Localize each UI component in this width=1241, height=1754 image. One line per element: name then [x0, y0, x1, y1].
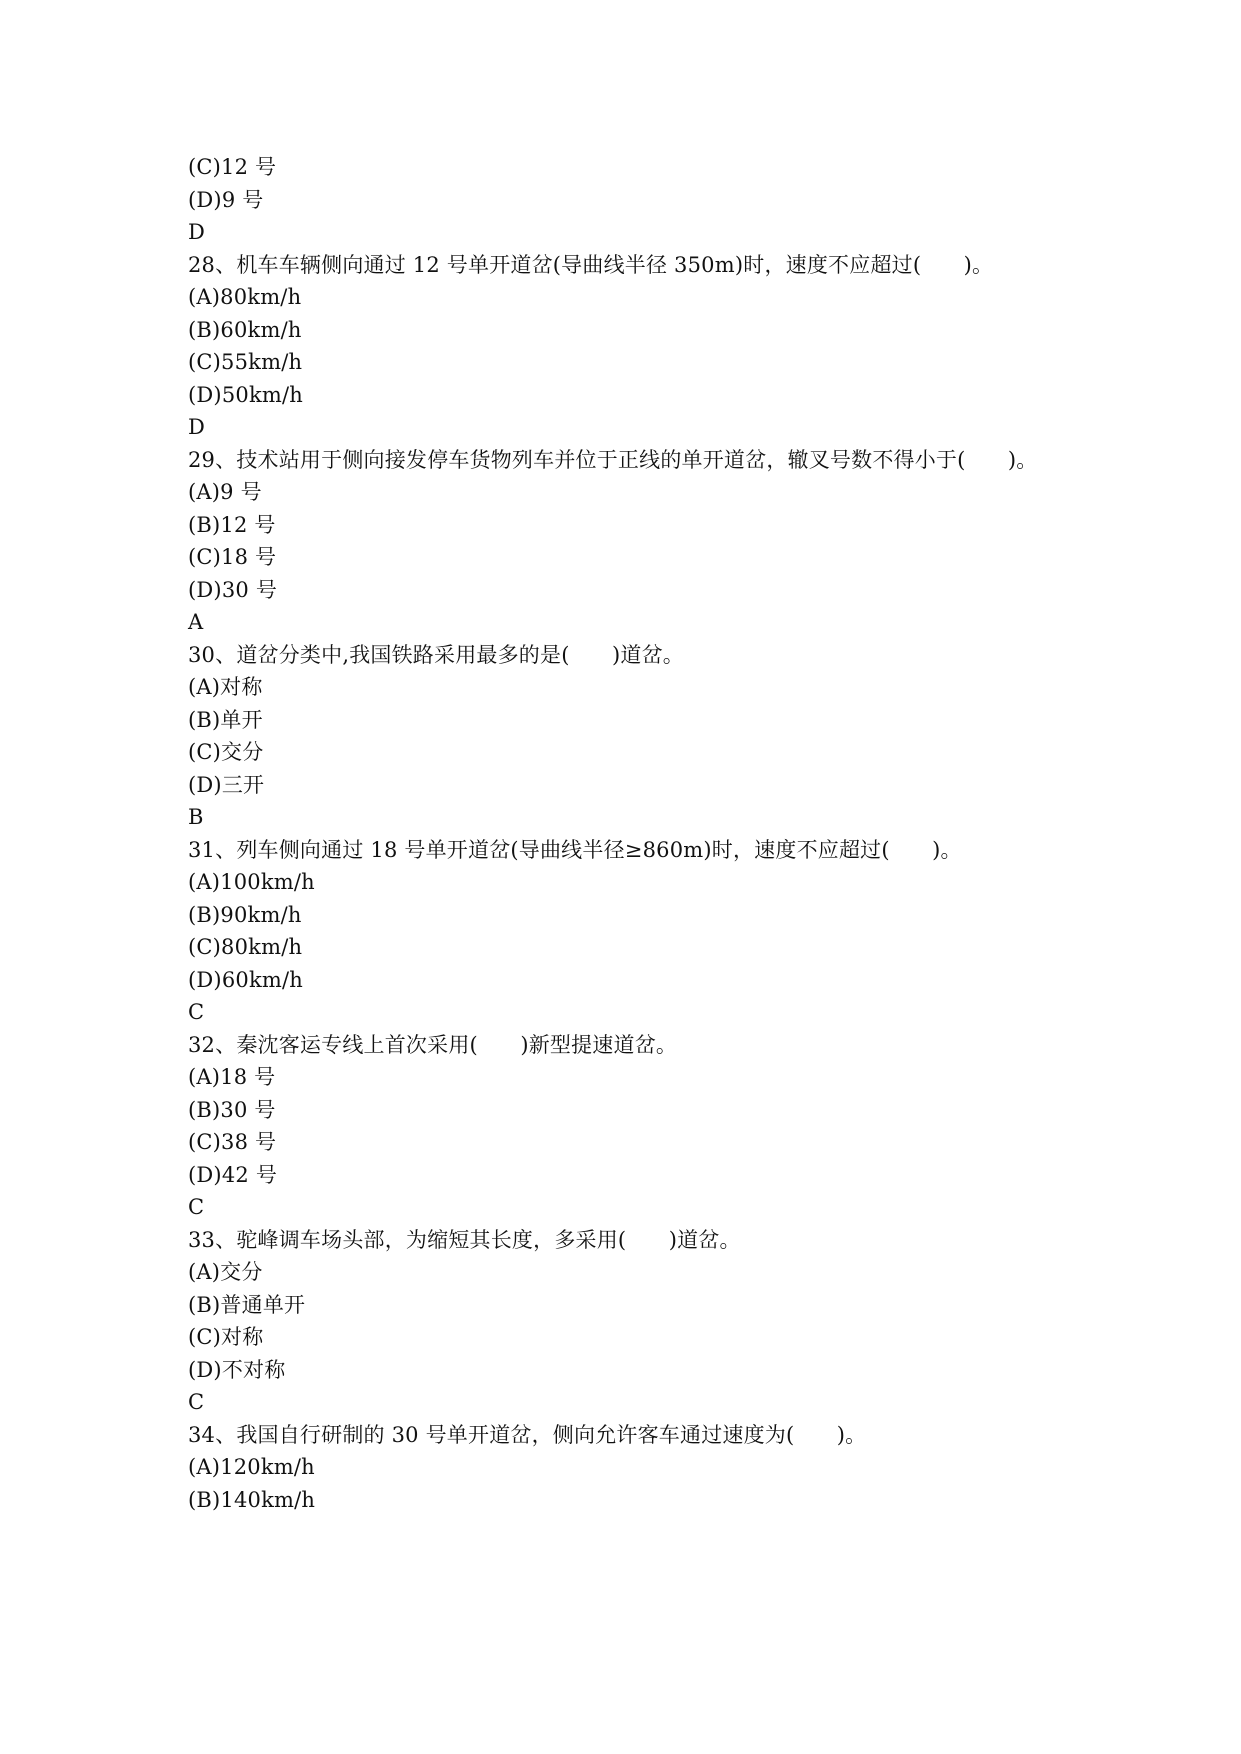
option-line: (D)50km/h	[188, 382, 303, 407]
option-line: (C)80km/h	[188, 935, 303, 959]
option-line: (C)对称	[188, 1325, 264, 1349]
option-line: (B)12 号	[188, 512, 276, 537]
question-text: 32、秦沈客运专线上首次采用( )新型提速道岔。	[188, 1032, 678, 1057]
answer-line: C	[188, 1000, 205, 1024]
option-line: (A)80km/h	[188, 285, 302, 309]
option-line: (D)9 号	[188, 187, 264, 212]
option-line: (A)120km/h	[188, 1455, 315, 1479]
answer-line: A	[188, 610, 204, 634]
option-line: (B)30 号	[188, 1097, 276, 1122]
option-line: (A)100km/h	[188, 870, 315, 894]
option-line: (D)60km/h	[188, 967, 303, 992]
answer-line: D	[188, 415, 206, 439]
option-line: (C)18 号	[188, 545, 277, 569]
question-text: 34、我国自行研制的 30 号单开道岔，侧向允许客车通过速度为( )。	[188, 1422, 867, 1447]
option-line: (D)三开	[188, 772, 265, 797]
question-text: 28、机车车辆侧向通过 12 号单开道岔(导曲线半径 350m)时，速度不应超过( )。	[188, 252, 994, 277]
option-line: (B)单开	[188, 707, 263, 732]
option-line: (B)60km/h	[188, 317, 302, 342]
answer-line: C	[188, 1195, 205, 1219]
option-line: (B)普通单开	[188, 1292, 306, 1317]
option-line: (C)55km/h	[188, 350, 303, 374]
option-line: (C)38 号	[188, 1130, 277, 1154]
option-line: (C)12 号	[188, 155, 277, 179]
question-text: 30、道岔分类中,我国铁路采用最多的是( )道岔。	[188, 642, 684, 667]
option-line: (D)42 号	[188, 1162, 278, 1187]
option-line: (D)不对称	[188, 1357, 286, 1382]
option-line: (A)对称	[188, 675, 263, 699]
answer-line: C	[188, 1390, 205, 1414]
question-text: 31、列车侧向通过 18 号单开道岔(导曲线半径≥860m)时，速度不应超过( )。	[188, 837, 962, 862]
option-line: (D)30 号	[188, 577, 278, 602]
question-text: 29、技术站用于侧向接发停车货物列车并位于正线的单开道岔，辙叉号数不得小于( )。	[188, 447, 1038, 472]
option-line: (C)交分	[188, 740, 264, 764]
answer-line: D	[188, 220, 206, 244]
option-line: (A)交分	[188, 1260, 263, 1284]
option-line: (A)18 号	[188, 1065, 276, 1089]
answer-line: B	[188, 805, 204, 829]
option-line: (A)9 号	[188, 480, 262, 504]
question-text: 33、驼峰调车场头部，为缩短其长度，多采用( )道岔。	[188, 1227, 741, 1252]
question-list	[188, 151, 1068, 1516]
option-line: (B)140km/h	[188, 1487, 316, 1512]
option-line: (B)90km/h	[188, 902, 302, 927]
